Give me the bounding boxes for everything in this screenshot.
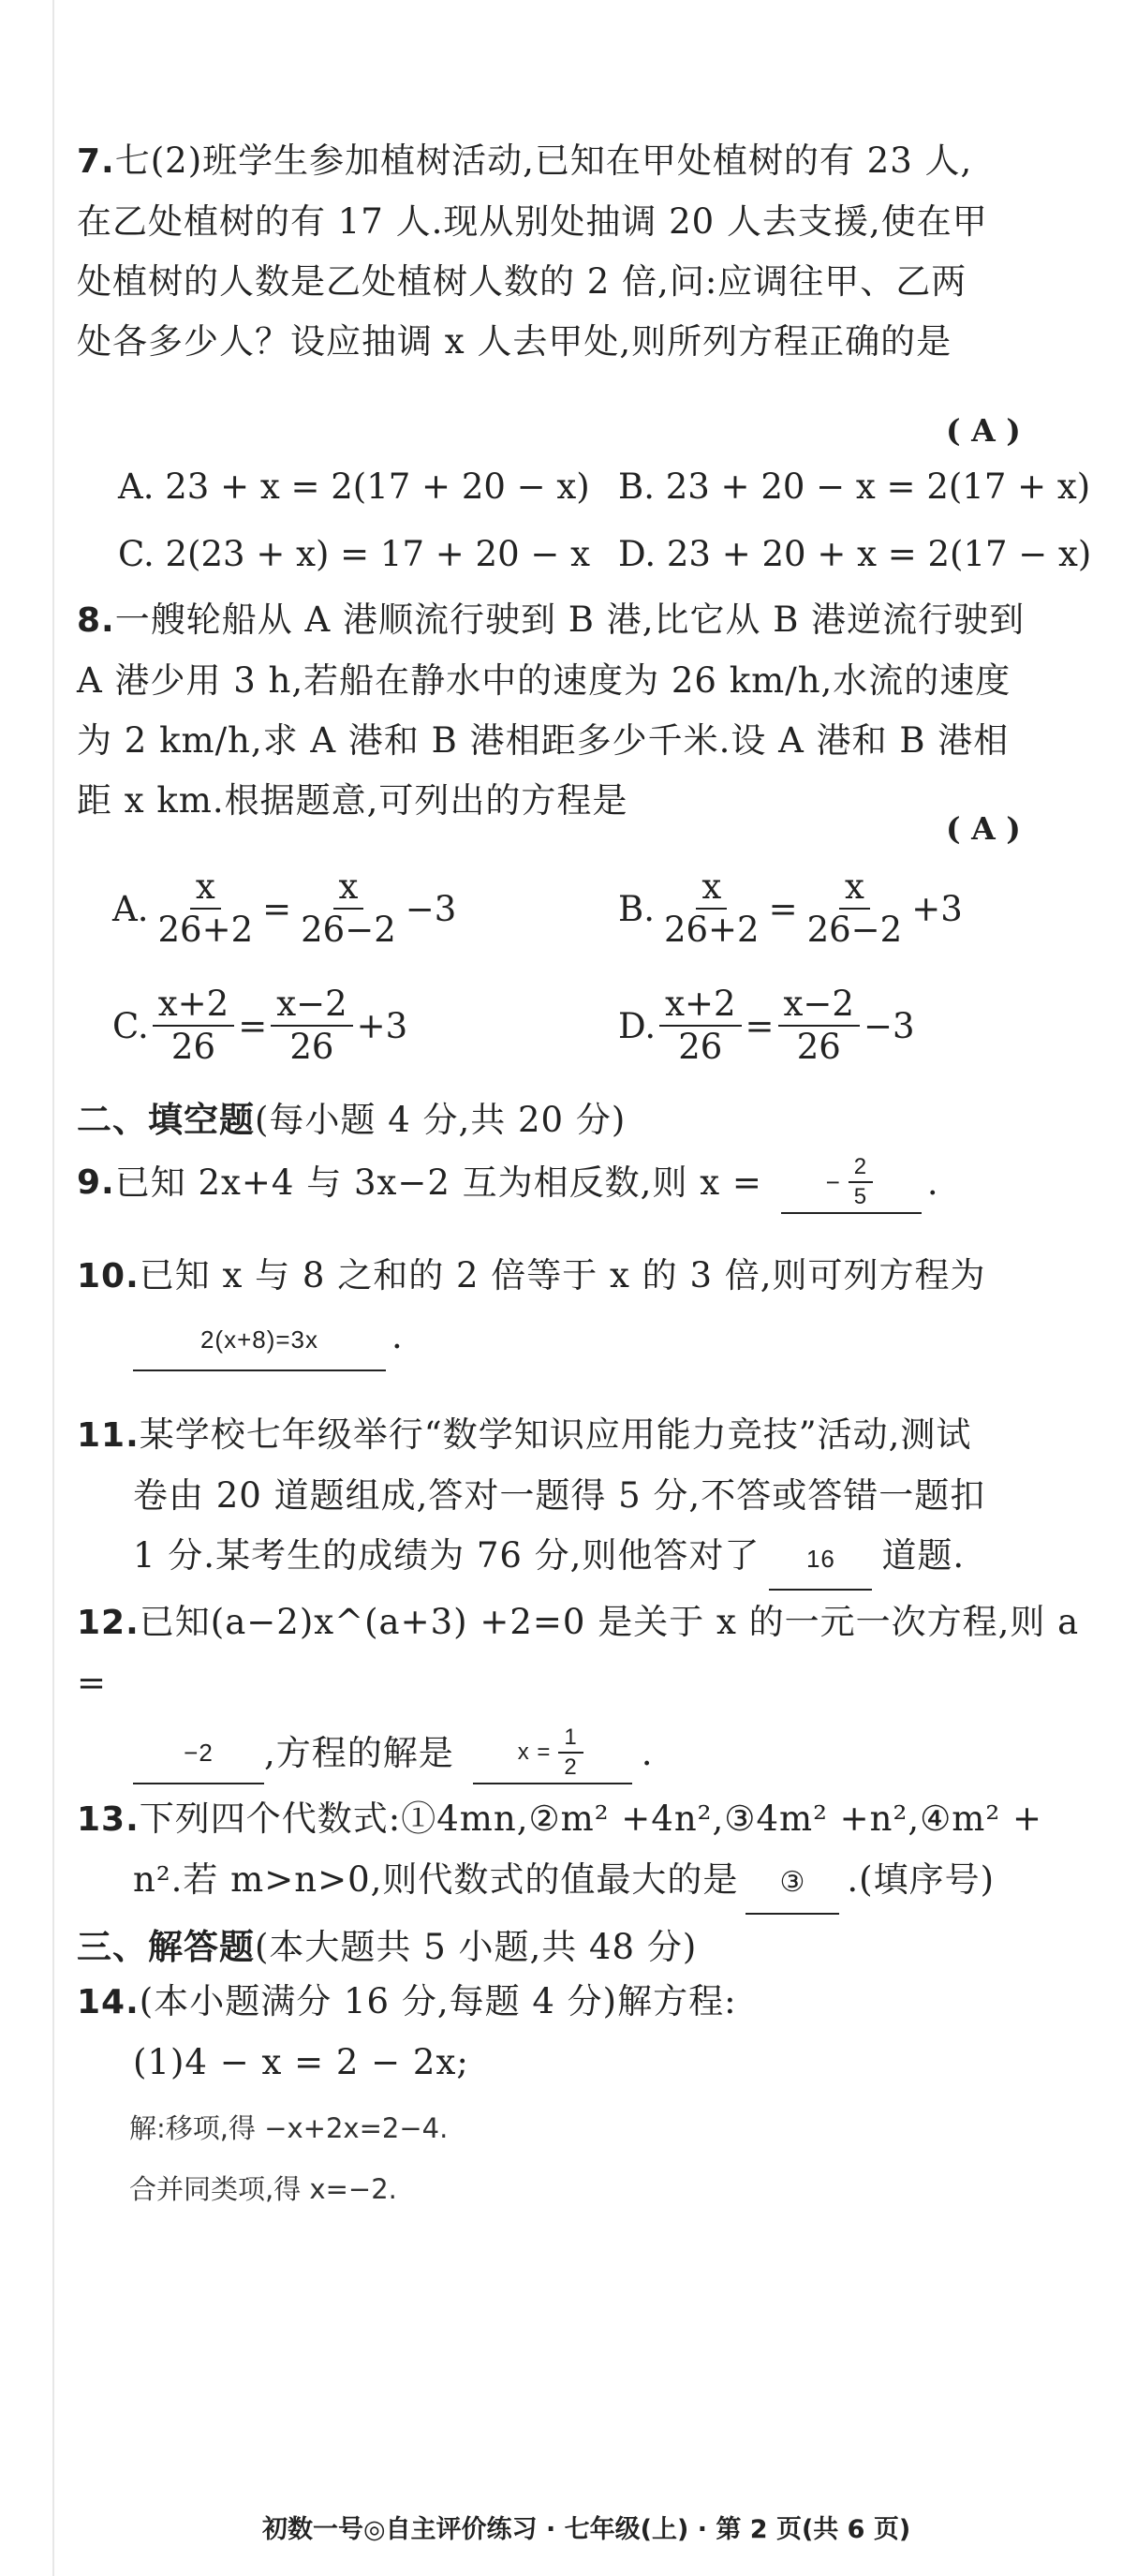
q8-number: 8. (77, 601, 115, 640)
q7-answer: ( A ) (946, 412, 1021, 449)
question-10: 10.已知 x 与 8 之和的 2 倍等于 x 的 3 倍,则可列方程为 2(x+8)=3x . (77, 1246, 1093, 1371)
fraction: $\frac{x-2}{26}$ (778, 984, 860, 1068)
q11-answer-blank: 16 (769, 1529, 872, 1591)
fraction: $\frac{x}{26+2}$ (157, 866, 254, 950)
q7-option-a: A. 23 + x = 2(17 + 20 − x) (118, 466, 590, 507)
q10-answer-blank: 2(x+8)=3x (133, 1310, 386, 1371)
q12-solution-blank: x = $\frac{1}{2}$ (473, 1723, 632, 1784)
question-11: 11.某学校七年级举行“数学知识应用能力竞技”活动,测试 卷由 20 道题组成,答对一题得 5 分,不答或答错一题扣 1 分.某考生的成绩为 76 分,则他答对了 16 道题. (77, 1405, 1093, 1591)
q7-line-4: 处各多少人？设应抽调 x 人去甲处,则所列方程正确的是 (77, 321, 952, 362)
q14-number: 14. (77, 1983, 140, 2021)
q8-line-2: A 港少用 3 h,若船在静水中的速度为 26 km/h,水流的速度 (77, 660, 1011, 701)
q7-option-c: C. 2(23 + x) = 17 + 20 − x (118, 534, 590, 574)
q7-line-1: 7.七(2)班学生参加植树活动,已知在甲处植树的有 23 人, (77, 141, 973, 181)
q14-work-line-1: 解:移项,得 −x+2x=2−4. (129, 2112, 449, 2144)
question-14: 14.(本小题满分 16 分,每题 4 分)解方程: (1)4 − x = 2 − 2x; (77, 1972, 1093, 2093)
question-7 (77, 131, 1093, 372)
page-footer: 初数一号◎自主评价练习 · 七年级(上) · 第 2 页(共 6 页) (262, 2515, 911, 2544)
q11-number: 11. (77, 1416, 140, 1455)
q8-option-c: C. $\frac{x+2}{26}$ = $\frac{x-2}{26}$ +3 (112, 984, 408, 1067)
page-margin-line (52, 0, 54, 2576)
q7-line-3: 处植树的人数是乙处植树人数的 2 倍,问:应调往甲、乙两 (77, 261, 967, 302)
q8-option-b: B. $\frac{x}{26+2}$ = $\frac{x}{26-2}$ +3 (618, 866, 963, 950)
q8-option-d: D. $\frac{x+2}{26}$ = $\frac{x-2}{26}$ −3 (618, 984, 915, 1067)
fraction: $\frac{x}{26-2}$ (806, 866, 903, 950)
question-8 (77, 590, 1093, 831)
q7-option-b: B. 23 + 20 − x = 2(17 + x) (618, 466, 1091, 507)
question-9: 9. 已知 2x+4 与 3x−2 互为相反数,则 x = − $\frac{2}{5}$ . (77, 1152, 1093, 1214)
q8-line-3: 为 2 km/h,求 A 港和 B 港相距多少千米.设 A 港和 B 港相 (77, 720, 1010, 761)
fraction: $\frac{x+2}{26}$ (153, 984, 234, 1068)
question-13: 13.下列四个代数式:①4mn,②m² +4n²,③4m² +n²,④m² + n².若 m>n>0,则代数式的值最大的是 ③ .(填序号) (77, 1789, 1093, 1915)
q7-option-d: D. 23 + 20 + x = 2(17 − x) (618, 534, 1092, 574)
q9-number: 9. (77, 1163, 115, 1202)
q8-answer: ( A ) (946, 810, 1021, 847)
fraction: $\frac{x}{26+2}$ (663, 866, 760, 950)
section-2-heading: 二、填空题(每小题 4 分,共 20 分) (77, 1100, 627, 1140)
q13-answer-blank: ③ (746, 1853, 839, 1915)
section-3-heading: 三、解答题(本大题共 5 小题,共 48 分) (77, 1927, 698, 1967)
question-12: 12.已知(a−2)x^(a+3) +2=0 是关于 x 的一元一次方程,则 a = −2 ,方程的解是 x = $\frac{1}{2}$ . (77, 1592, 1093, 1784)
q14-sub-1: (1)4 − x = 2 − 2x; (133, 2042, 469, 2082)
q12-answer-a-blank: −2 (133, 1723, 264, 1784)
q13-number: 13. (77, 1800, 140, 1839)
q8-line-4: 距 x km.根据题意,可列出的方程是 (77, 780, 628, 821)
q12-number: 12. (77, 1604, 140, 1642)
fraction: $\frac{x-2}{26}$ (271, 984, 352, 1068)
q8-option-a: A. $\frac{x}{26+2}$ = $\frac{x}{26-2}$ −3 (112, 866, 457, 950)
fraction: $\frac{x+2}{26}$ (659, 984, 741, 1068)
fraction: $\frac{x}{26-2}$ (301, 866, 396, 950)
q10-number: 10. (77, 1257, 140, 1295)
q14-work-line-2: 合并同类项,得 x=−2. (129, 2173, 397, 2205)
q11-line-2: 卷由 20 道题组成,答对一题得 5 分,不答或答错一题扣 (133, 1475, 986, 1516)
q7-number: 7. (77, 142, 115, 181)
q9-answer-blank: − $\frac{2}{5}$ (781, 1152, 922, 1214)
q8-line-1: 8.一艘轮船从 A 港顺流行驶到 B 港,比它从 B 港逆流行驶到 (77, 600, 1026, 640)
q7-line-2: 在乙处植树的有 17 人.现从别处抽调 20 人去支援,使在甲 (77, 201, 988, 242)
